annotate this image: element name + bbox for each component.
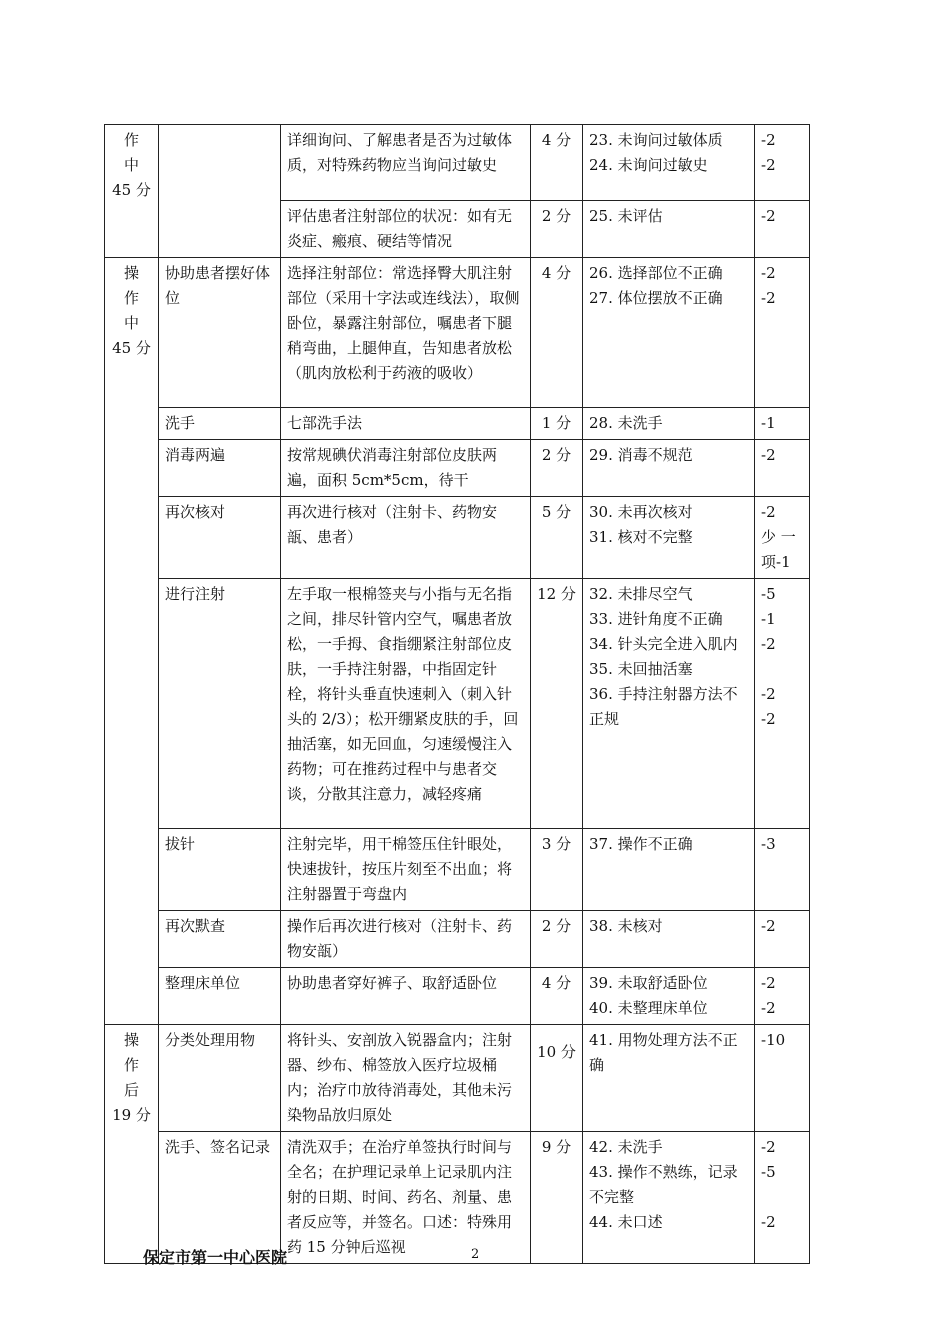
step-cell: 分类处理用物 bbox=[159, 1025, 281, 1132]
content-cell: 协助患者穿好裤子、取舒适卧位 bbox=[281, 968, 531, 1025]
content-cell: 详细询问、了解患者是否为过敏体质，对特殊药物应当询问过敏史 bbox=[281, 125, 531, 201]
table-row bbox=[105, 579, 810, 829]
deduction-cell: 42. 未洗手 43. 操作不熟练，记录不完整 44. 未口述 bbox=[583, 1132, 755, 1264]
content-cell: 选择注射部位：常选择臀大肌注射部位（采用十字法或连线法），取侧卧位，暴露注射部位，嘱患者下腿稍弯曲，上腿伸直，告知患者放松（肌肉放松利于药液的吸收） bbox=[281, 258, 531, 408]
footer-hospital-name: 保定市第一中心医院 bbox=[143, 1248, 288, 1267]
deduction-cell: 25. 未评估 bbox=[583, 201, 755, 258]
points-cell: -2 bbox=[755, 911, 810, 968]
points-cell: -2 -2 bbox=[755, 968, 810, 1025]
step-cell: 洗手 bbox=[159, 408, 281, 440]
page-number: 2 bbox=[471, 1247, 480, 1262]
points-cell: -5 -1 -2 -2 -2 bbox=[755, 579, 810, 829]
content-cell: 七部洗手法 bbox=[281, 408, 531, 440]
content-cell: 再次进行核对（注射卡、药物安瓿、患者） bbox=[281, 497, 531, 579]
points-cell: -2 -2 bbox=[755, 258, 810, 408]
content-cell: 左手取一根棉签夹与小指与无名指之间，排尽针管内空气，嘱患者放松，一手拇、食指绷紧注射部位皮肤，一手持注射器，中指固定针栓，将针头垂直快速刺入（刺入针头的 2/3）；松开绷紧皮肤的手，回抽活塞，如无回血，匀速缓慢注入药物；可在推药过程中与患者交谈，分散其注意力，减轻疼痛 bbox=[281, 579, 531, 829]
stage-cell: 操 作 后 19 分 bbox=[105, 1025, 159, 1264]
scoring-table bbox=[104, 124, 810, 1264]
deduction-cell: 28. 未洗手 bbox=[583, 408, 755, 440]
step-cell: 协助患者摆好体位 bbox=[159, 258, 281, 408]
score-cell: 4 分 bbox=[531, 125, 583, 201]
points-cell: -1 bbox=[755, 408, 810, 440]
step-cell: 再次核对 bbox=[159, 497, 281, 579]
table-row bbox=[105, 829, 810, 911]
score-cell: 2 分 bbox=[531, 201, 583, 258]
table-row bbox=[105, 1132, 810, 1264]
deduction-cell: 32. 未排尽空气 33. 进针角度不正确 34. 针头完全进入肌内 35. 未回抽活塞 36. 手持注射器方法不正规 bbox=[583, 579, 755, 829]
score-cell: 4 分 bbox=[531, 968, 583, 1025]
score-cell: 4 分 bbox=[531, 258, 583, 408]
score-cell: 2 分 bbox=[531, 440, 583, 497]
deduction-cell: 41. 用物处理方法不正确 bbox=[583, 1025, 755, 1132]
table-row bbox=[105, 440, 810, 497]
deduction-cell: 29. 消毒不规范 bbox=[583, 440, 755, 497]
step-cell: 拔针 bbox=[159, 829, 281, 911]
table-row bbox=[105, 408, 810, 440]
content-cell: 评估患者注射部位的状况：如有无炎症、瘢痕、硬结等情况 bbox=[281, 201, 531, 258]
score-cell: 2 分 bbox=[531, 911, 583, 968]
table-row bbox=[105, 968, 810, 1025]
deduction-cell: 37. 操作不正确 bbox=[583, 829, 755, 911]
points-cell: -2 少 一 项-1 bbox=[755, 497, 810, 579]
stage-cell: 操 作 中 45 分 bbox=[105, 258, 159, 1025]
step-cell: 再次默查 bbox=[159, 911, 281, 968]
step-cell: 整理床单位 bbox=[159, 968, 281, 1025]
content-cell: 操作后再次进行核对（注射卡、药物安瓿） bbox=[281, 911, 531, 968]
score-cell: 5 分 bbox=[531, 497, 583, 579]
content-cell: 将针头、安剖放入锐器盒内；注射器、纱布、棉签放入医疗垃圾桶内；治疗巾放待消毒处，其他未污染物品放归原处 bbox=[281, 1025, 531, 1132]
score-cell: 3 分 bbox=[531, 829, 583, 911]
content-cell: 注射完毕，用干棉签压住针眼处，快速拔针，按压片刻至不出血；将注射器置于弯盘内 bbox=[281, 829, 531, 911]
step-cell bbox=[159, 125, 281, 258]
points-cell: -10 bbox=[755, 1025, 810, 1132]
score-cell: 9 分 bbox=[531, 1132, 583, 1264]
score-cell: 10 分 bbox=[531, 1025, 583, 1132]
deduction-cell: 23. 未询问过敏体质 24. 未询问过敏史 bbox=[583, 125, 755, 201]
points-cell: -2 -5 -2 bbox=[755, 1132, 810, 1264]
step-cell: 消毒两遍 bbox=[159, 440, 281, 497]
table-row bbox=[105, 125, 810, 201]
table-row bbox=[105, 258, 810, 408]
deduction-cell: 30. 未再次核对 31. 核对不完整 bbox=[583, 497, 755, 579]
score-cell: 12 分 bbox=[531, 579, 583, 829]
content-cell: 按常规碘伏消毒注射部位皮肤两遍，面积 5cm*5cm，待干 bbox=[281, 440, 531, 497]
points-cell: -3 bbox=[755, 829, 810, 911]
table-row bbox=[105, 497, 810, 579]
table-row bbox=[105, 911, 810, 968]
deduction-cell: 38. 未核对 bbox=[583, 911, 755, 968]
step-cell: 洗手、签名记录 bbox=[159, 1132, 281, 1264]
points-cell: -2 bbox=[755, 440, 810, 497]
content-cell: 清洗双手；在治疗单签执行时间与全名；在护理记录单上记录肌内注射的日期、时间、药名、剂量、患者反应等，并签名。口述：特殊用药 15 分钟后巡视 bbox=[281, 1132, 531, 1264]
deduction-cell: 39. 未取舒适卧位 40. 未整理床单位 bbox=[583, 968, 755, 1025]
points-cell: -2 bbox=[755, 201, 810, 258]
step-cell: 进行注射 bbox=[159, 579, 281, 829]
score-cell: 1 分 bbox=[531, 408, 583, 440]
table-row bbox=[105, 1025, 810, 1132]
stage-cell: 作 中 45 分 bbox=[105, 125, 159, 258]
deduction-cell: 26. 选择部位不正确 27. 体位摆放不正确 bbox=[583, 258, 755, 408]
points-cell: -2 -2 bbox=[755, 125, 810, 201]
